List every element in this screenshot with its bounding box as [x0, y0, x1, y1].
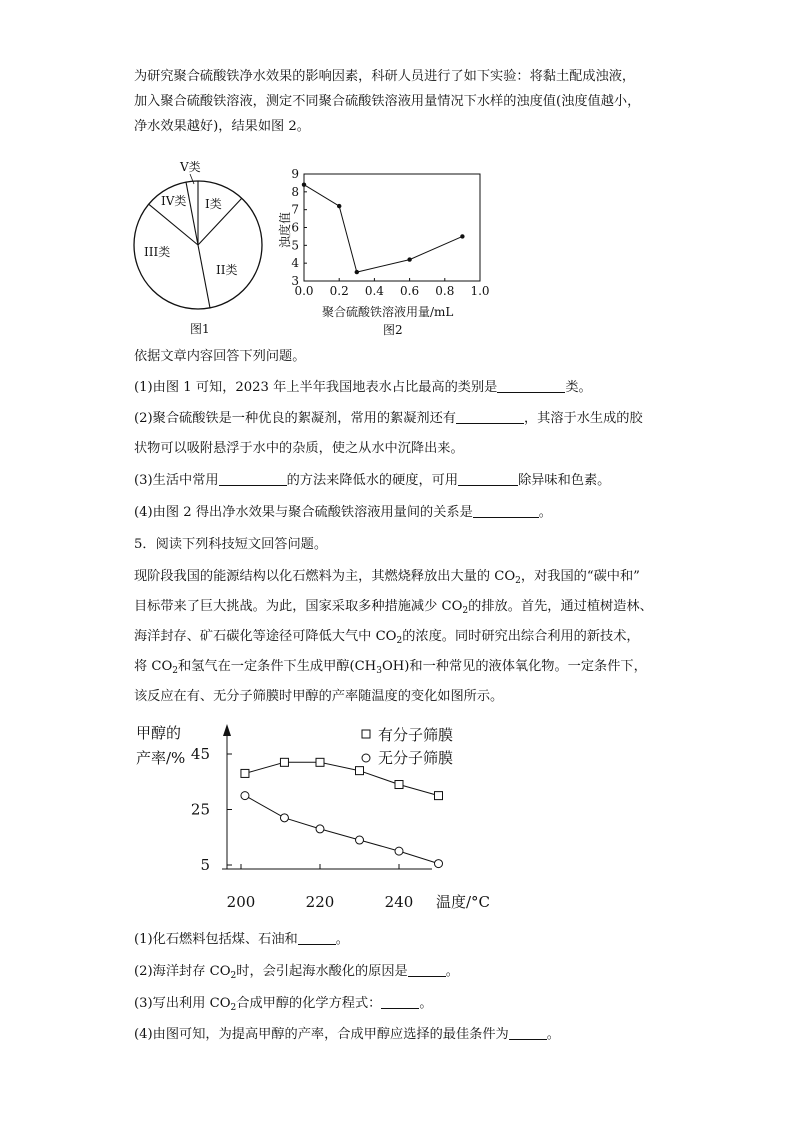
pie-label-iii: III类	[144, 245, 171, 259]
q5-q3-mid: 合成甲醇的化学方程式：	[236, 996, 382, 1011]
q4-lead: 依据文章内容回答下列问题。	[134, 349, 306, 364]
methanol-yield-chart	[130, 718, 510, 918]
q5-question-4	[134, 1025, 560, 1045]
legend-circle-marker	[362, 754, 370, 762]
q5-q4-text: (4)由图可知，为提高甲醇的产率，合成甲醇应选择的最佳条件为	[134, 1027, 509, 1042]
chart3-ylabel-line1: 甲醇的	[136, 724, 182, 742]
q4-q2-text: (2)聚合硫酸铁是一种优良的絮凝剂，常用的絮凝剂还有	[134, 411, 456, 426]
q4-q3-text: (3)生活中常用	[134, 473, 219, 488]
pie-label-v: V类	[180, 160, 201, 174]
circle-data-point	[316, 825, 324, 833]
y-tick-label: 8	[291, 184, 299, 199]
y-tick-label: 25	[190, 800, 210, 819]
y-tick-label: 7	[291, 202, 299, 217]
subscript: 2	[515, 576, 521, 586]
circle-data-point	[356, 836, 364, 844]
figure-2-line-chart	[270, 160, 500, 342]
circle-data-point	[241, 792, 249, 800]
x-tick-label: 1.0	[470, 284, 490, 298]
subscript: 2	[172, 666, 179, 676]
square-data-point	[280, 758, 288, 766]
data-point	[302, 183, 306, 187]
legend-label-with-membrane: 有分子筛膜	[378, 726, 454, 744]
q4-q4-text: (4)由图 2 得出净水效果与聚合硫酸铁溶液用量间的关系是	[134, 505, 473, 520]
pie-slice-divider	[198, 245, 210, 308]
circle-data-point	[435, 860, 443, 868]
intro-line: 为研究聚合硫酸铁净水效果的影响因素，科研人员进行了如下实验：将黏土配成浊液，	[134, 69, 636, 84]
y-tick-label: 3	[291, 274, 299, 288]
square-data-point	[395, 781, 403, 789]
answer-blank[interactable]	[509, 1025, 547, 1040]
q4-question-4	[134, 503, 552, 523]
figure-2-xlabel: 聚合硫酸铁溶液用量/mL	[322, 305, 454, 319]
pie-label-ii: II类	[216, 263, 238, 277]
answer-blank[interactable]	[458, 471, 518, 486]
q4-q2-tail: ，其溶于水生成的胶	[524, 411, 643, 426]
subscript: 2	[396, 636, 403, 646]
intro-line: 加入聚合硫酸铁溶液，测定不同聚合硫酸铁溶液用量情况下水样的浊度值(浊度值越小，	[134, 94, 641, 109]
q5-q3-tail: 。	[419, 996, 433, 1011]
article-text: 和氢气在一定条件下生成甲醇(CH	[178, 659, 377, 674]
square-data-point	[435, 792, 443, 800]
q5-q1-text: (1)化石燃料包括煤、石油和	[134, 932, 298, 947]
x-tick-label: 0.8	[435, 284, 455, 298]
subscript: 3	[376, 666, 382, 676]
article-text: 的排放。首先，通过植树造林、	[468, 599, 653, 614]
article-text: 目标带来了巨大挑战。为此，国家采取多种措施减少 CO	[134, 599, 463, 614]
pie-label-i: I类	[205, 197, 222, 211]
square-data-point	[356, 767, 364, 775]
figure-1-caption: 图1	[190, 322, 210, 336]
x-tick-label: 0.0	[294, 284, 314, 298]
subscript: 2	[462, 606, 469, 616]
q4-question-1	[134, 378, 592, 398]
q4-q3-tail: 除异味和色素。	[518, 473, 611, 488]
article-text: OH)和一种常见的液体氧化物。一定条件下，	[381, 659, 647, 674]
article-text: 的浓度。同时研究出综合利用的新技术，	[402, 629, 640, 644]
answer-blank[interactable]	[298, 930, 336, 945]
x-tick-label: 0.2	[329, 284, 349, 298]
data-point	[355, 270, 359, 274]
subscript: 2	[230, 1003, 237, 1013]
chart3-ylabel-line2: 产率/%	[136, 749, 186, 767]
figure-2-caption: 图2	[383, 323, 403, 337]
q4-q1-text: (1)由图 1 可知，2023 年上半年我国地表水占比最高的类别是	[134, 380, 498, 395]
q4-question-2	[134, 409, 643, 429]
q5-question-1	[134, 930, 349, 950]
data-point	[407, 257, 411, 261]
intro-paragraph	[134, 64, 664, 139]
q5-article	[134, 564, 664, 709]
answer-blank[interactable]	[473, 503, 539, 518]
square-data-point	[241, 769, 249, 777]
x-tick-label: 0.6	[400, 284, 420, 298]
x-tick-label: 220	[305, 893, 335, 911]
q5-q2-tail: 。	[445, 964, 459, 979]
x-tick-label: 240	[384, 893, 414, 911]
y-tick-label: 5	[291, 238, 299, 253]
figure-2-ylabel: 浊度值	[278, 211, 292, 248]
data-point	[337, 204, 341, 208]
data-point	[460, 234, 464, 238]
q5-q1-tail: 。	[335, 932, 349, 947]
subscript: 2	[230, 971, 237, 981]
answer-blank[interactable]	[456, 409, 524, 424]
intro-line: 净水效果越好)，结果如图 2。	[134, 119, 310, 134]
turbidity-line	[304, 185, 462, 272]
y-tick-label: 6	[291, 220, 299, 235]
q5-question-2	[134, 962, 459, 986]
series-with-membrane-line	[245, 762, 439, 795]
q5-q3-text: (3)写出利用 CO	[134, 996, 231, 1011]
q4-question-3	[134, 471, 610, 491]
article-text: 海洋封存、矿石碳化等途径可降低大气中 CO	[134, 629, 397, 644]
q5-heading: 5．阅读下列科技短文回答问题。	[134, 537, 328, 552]
article-text: ，对我国的“碳中和”	[520, 569, 640, 584]
article-text: 将 CO	[134, 659, 173, 674]
answer-blank[interactable]	[408, 962, 446, 977]
x-tick-label: 0.4	[364, 284, 384, 298]
pie-slice-divider	[186, 182, 198, 245]
answer-blank[interactable]	[219, 471, 287, 486]
q4-q3-mid: 的方法来降低水的硬度，可用	[286, 473, 459, 488]
y-tick-label: 9	[291, 167, 299, 181]
y-tick-label: 5	[200, 856, 210, 874]
legend-square-marker	[362, 730, 370, 738]
y-tick-label: 4	[291, 256, 299, 271]
answer-blank[interactable]	[497, 378, 565, 393]
square-data-point	[316, 758, 324, 766]
circle-data-point	[395, 847, 403, 855]
answer-blank[interactable]	[381, 994, 419, 1009]
series-without-membrane-line	[245, 796, 439, 864]
legend-label-without-membrane: 无分子筛膜	[378, 749, 454, 767]
q4-question-2-cont: 状物可以吸附悬浮于水中的杂质，使之从水中沉降出来。	[134, 441, 464, 456]
q4-q4-tail: 。	[538, 505, 552, 520]
chart3-xlabel: 温度/°C	[436, 893, 491, 911]
x-tick-label: 200	[226, 893, 256, 911]
q5-q2-text: (2)海洋封存 CO	[134, 964, 231, 979]
q5-question-3	[134, 994, 433, 1018]
q5-q4-tail: 。	[546, 1027, 560, 1042]
pie-label-iv: IV类	[161, 194, 187, 208]
q4-q1-tail: 类。	[565, 380, 592, 395]
article-text: 现阶段我国的能源结构以化石燃料为主，其燃烧释放出大量的 CO	[134, 569, 516, 584]
figure-1-pie-chart	[128, 155, 268, 340]
y-tick-label: 45	[190, 745, 210, 763]
article-text: 该反应在有、无分子筛膜时甲醇的产率随温度的变化如图所示。	[134, 689, 504, 704]
q5-q2-mid: 时，会引起海水酸化的原因是	[236, 964, 408, 979]
pie-slice-divider	[149, 204, 198, 245]
circle-data-point	[280, 814, 288, 822]
